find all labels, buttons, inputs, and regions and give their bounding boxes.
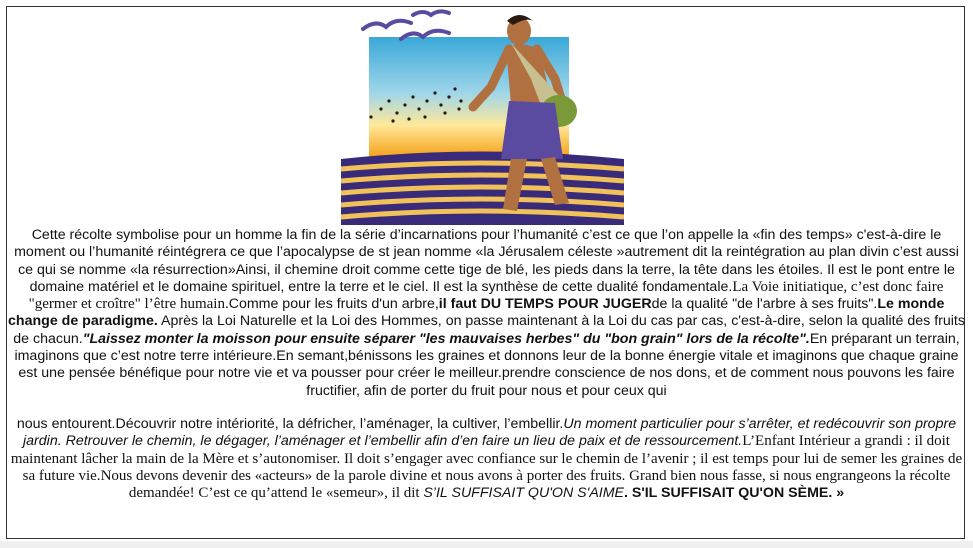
paragraph-2 [6, 416, 967, 502]
p2-jardin: Un moment particulier pour s’arrêter, et redécouvrir son propre jardin. Retrouver le chemin, le dégager, l’aménager et l’embellir afin d’en faire un lieu de paix et de ressourcement. [23, 416, 957, 450]
p2-interiorite: nous entourent.Découvrir notre intériorité, la défricher, l’aménager, la cultiver, l’embellir. [16, 416, 564, 432]
paragraph-1 [6, 227, 967, 400]
p1-moisson: "Laissez monter la moisson pour ensuite séparer "les mauvaises herbes" du "bon grain" lors de la récolte". [82, 330, 810, 347]
p2-enfant: L’Enfant Intérieur a grandi : il doit maintenant lâcher la main de la Mère et s’autonomiser. Il doit s’engager avec confiance sur le chemin de l’avenir ; il est temps pour lui de semer les graines de sa future vie. [10, 433, 963, 484]
p1-terrain: En préparant un terrain, imaginons que c’est notre terre intérieure.En semant,bénissons les graines et donnons leur de la bonne énergie vitale et imaginons que chaque graine est une pensée bénéfique pour notre vie et va pousser pour créer le meilleur.prendre conscience de nos dons, et de comment nous pouvons les faire fructifier, afin de porter du fruit pour nous et pour ceux qui [14, 330, 960, 399]
p2-acteurs: Nous devons devenir des «acteurs» de la parole divine et nous avons à porter des fruits. Grand bien nous fasse, si nous engrangeons la récolte demandée! C’est ce qu’attend le «semeur», il dit [100, 467, 951, 502]
sower-illustration [341, 9, 624, 225]
birds-icon [363, 11, 449, 39]
p1-intro: Cette récolte symbolise pour un homme la fin de la série d’incarnations pour l’humanité c’est ce que l’on appelle la «fin des temps» c'est-à-dire le moment ou l’humanité réintégrera ce que l’apocalypse de st jean nomme «la Jérusalem céleste »autrement dit la reintégration au plan divin c’est aussi ce qui se nomme «la résurrection»Ainsi, il chemine droit comme cette tige de blé, les pieds dans la terre, la tête dans les étoiles. Il est le pont entre le domaine matériel et le domaine spirituel, entre la terre et le ciel. Il est la synthèse de cette dualité fondamentale. [14, 227, 959, 295]
p1-paradigme: Le monde change de paradigme. [8, 296, 945, 330]
furrows-icon [341, 152, 624, 226]
p1-temps: il faut DU TEMPS POUR JUGER [438, 296, 652, 313]
p1-comme: Comme pour les fruits d'un arbre, [228, 296, 439, 313]
p1-voie: La Voie initiatique, c’est donc faire "germer et croître" l’être humain. [28, 278, 944, 313]
p1-qualite: de la qualité "de l'arbre à ses fruits". [651, 296, 878, 313]
p1-loi: Après la Loi Naturelle et la Loi des Hommes, on passe maintenant à la Loi du cas par cas, c'est-à-dire, selon la qualité des fruits de chacun. [13, 313, 965, 347]
p2-saime: S’IL SUFFISAIT QU'ON S'AIME [423, 485, 625, 502]
p2-seme: . S'IL SUFFISAIT QU'ON SÈME. » [624, 485, 845, 502]
bottom-band [0, 541, 973, 548]
